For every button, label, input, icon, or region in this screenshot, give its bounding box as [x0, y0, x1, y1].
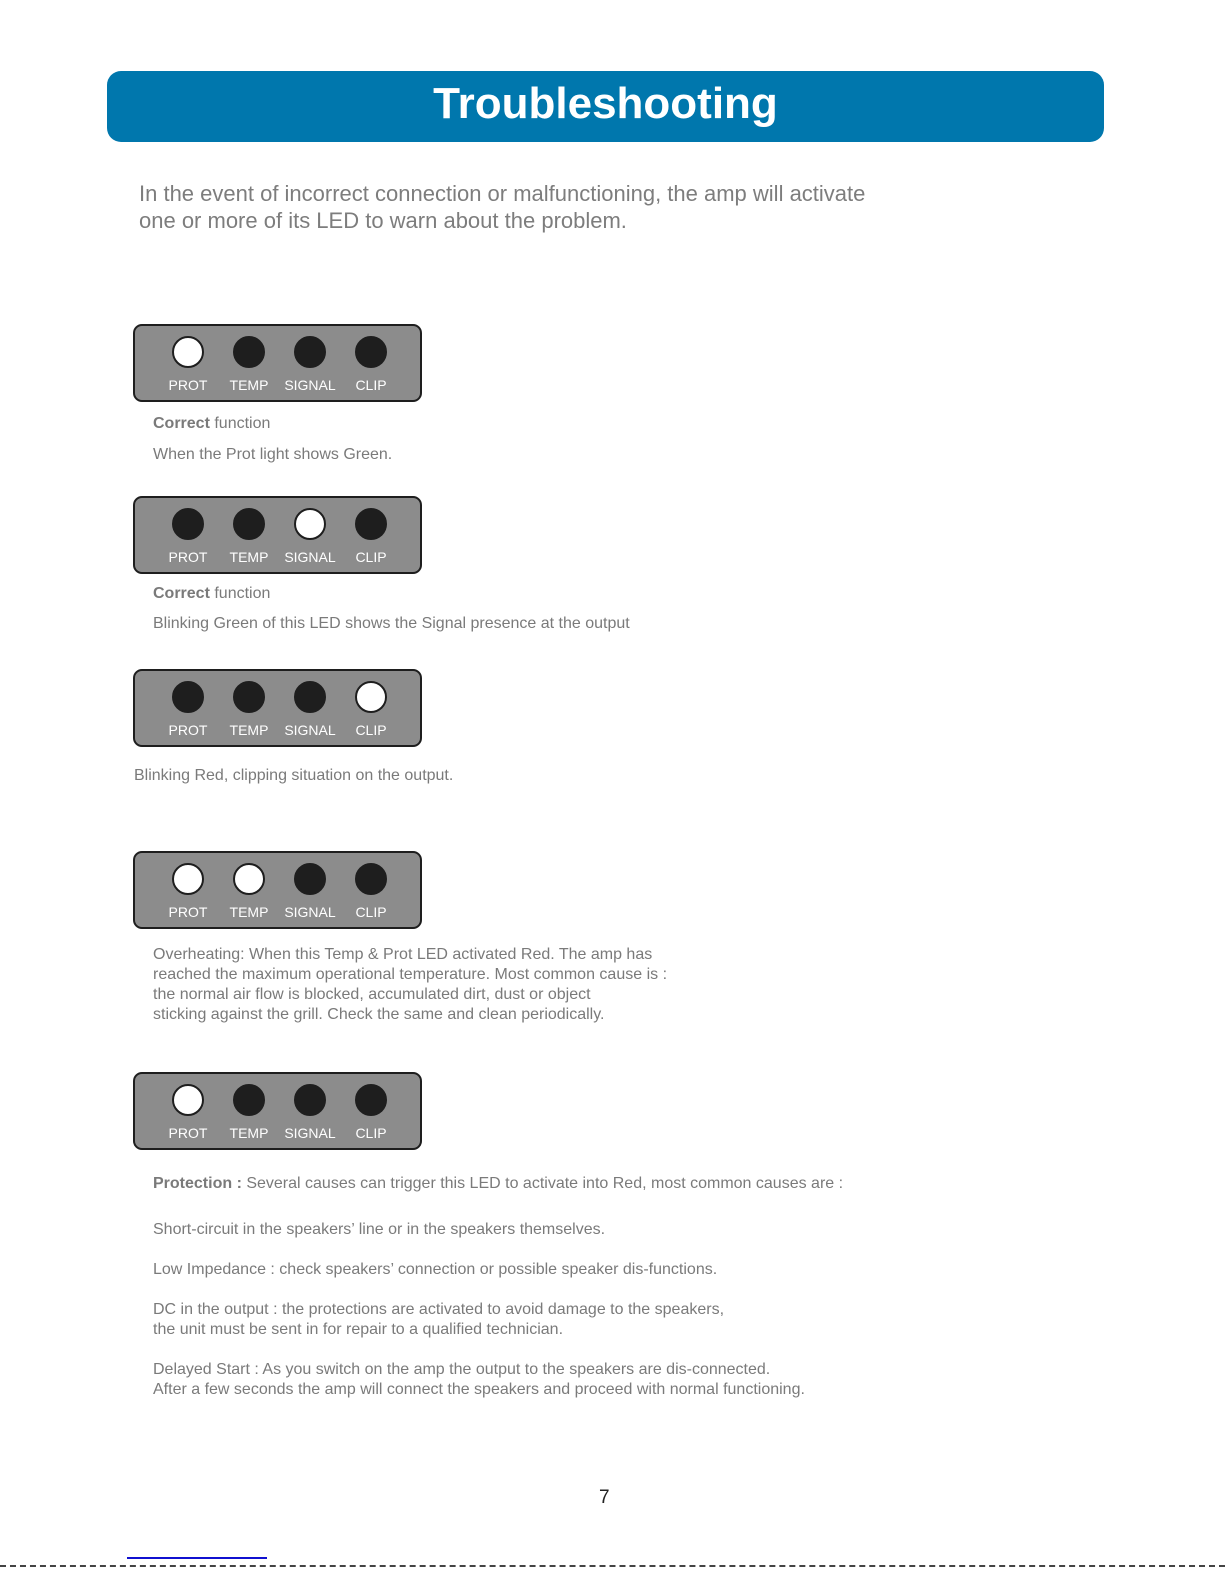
led-label: SIGNAL — [284, 904, 336, 920]
led-signal-icon — [294, 1084, 326, 1116]
cause-item — [153, 1360, 805, 1400]
desc-4-text — [153, 945, 667, 1025]
desc-1-text: When the Prot light shows Green. — [153, 446, 393, 463]
led-label: SIGNAL — [284, 722, 336, 738]
led-prot-icon — [172, 1084, 204, 1116]
led-signal-icon — [294, 681, 326, 713]
link-underline — [127, 1557, 267, 1559]
led-label: CLIP — [355, 722, 387, 738]
led-label: TEMP — [229, 549, 269, 565]
text-line: Overheating: When this Temp & Prot LED activated Red. The amp has — [153, 946, 653, 963]
led-panel — [133, 324, 422, 402]
led-label: SIGNAL — [284, 1125, 336, 1141]
led-temp-icon — [233, 336, 265, 368]
text-line: Delayed Start : As you switch on the amp the output to the speakers are dis-connected. — [153, 1361, 771, 1378]
led-clip-icon — [355, 1084, 387, 1116]
led-label: TEMP — [229, 377, 269, 393]
led-label: PROT — [168, 722, 208, 738]
led-label: TEMP — [229, 904, 269, 920]
text-line: After a few seconds the amp will connect the speakers and proceed with normal functioning. — [153, 1381, 805, 1398]
desc-bold: Correct — [153, 415, 210, 432]
led-panel — [133, 669, 422, 747]
text-line: reached the maximum operational temperature. Most common cause is : — [153, 966, 668, 983]
led-temp-icon — [233, 1084, 265, 1116]
led-signal-icon — [294, 863, 326, 895]
desc-bold: Protection : — [153, 1175, 242, 1192]
led-label: SIGNAL — [284, 377, 336, 393]
cause-item — [153, 1300, 724, 1340]
led-signal-icon — [294, 508, 326, 540]
intro-line: one or more of its LED to warn about the problem. — [139, 208, 627, 233]
led-prot-icon — [172, 508, 204, 540]
led-label: TEMP — [229, 722, 269, 738]
desc-rest: function — [209, 415, 271, 432]
cause-item: Short-circuit in the speakers’ line or in the speakers themselves. — [153, 1221, 606, 1238]
desc-2-text: Blinking Green of this LED shows the Signal presence at the output — [153, 615, 630, 632]
led-temp-icon — [233, 863, 265, 895]
led-label: PROT — [168, 377, 208, 393]
led-clip-icon — [355, 508, 387, 540]
led-label: CLIP — [355, 549, 387, 565]
desc-5-title — [153, 1174, 843, 1194]
led-label: CLIP — [355, 904, 387, 920]
desc-bold: Correct — [153, 585, 210, 602]
led-label: PROT — [168, 1125, 208, 1141]
text-line: DC in the output : the protections are activated to avoid damage to the speakers, — [153, 1301, 725, 1318]
desc-rest: function — [209, 585, 271, 602]
led-prot-icon — [172, 863, 204, 895]
led-label: SIGNAL — [284, 549, 336, 565]
led-signal-icon — [294, 336, 326, 368]
led-label: CLIP — [355, 377, 387, 393]
title-banner — [107, 71, 1104, 142]
led-temp-icon — [233, 508, 265, 540]
desc-3-text: Blinking Red, clipping situation on the output. — [134, 767, 454, 784]
led-panel — [133, 1072, 422, 1150]
led-panel — [133, 496, 422, 574]
page-number: 7 — [599, 1487, 610, 1508]
text-line: sticking against the grill. Check the same and clean periodically. — [153, 1006, 605, 1023]
led-label: PROT — [168, 904, 208, 920]
intro-text — [139, 180, 865, 234]
desc-rest: Several causes can trigger this LED to activate into Red, most common causes are : — [241, 1175, 844, 1192]
desc-1-title — [153, 414, 270, 434]
led-clip-icon — [355, 681, 387, 713]
led-prot-icon — [172, 336, 204, 368]
page-title: Troubleshooting — [433, 79, 778, 128]
intro-line: In the event of incorrect connection or malfunctioning, the amp will activate — [139, 181, 866, 206]
led-prot-icon — [172, 681, 204, 713]
led-label: PROT — [168, 549, 208, 565]
led-label: TEMP — [229, 1125, 269, 1141]
desc-2-title — [153, 584, 270, 604]
text-line: the normal air flow is blocked, accumulated dirt, dust or object — [153, 986, 591, 1003]
text-line: the unit must be sent in for repair to a qualified technician. — [153, 1321, 564, 1338]
led-clip-icon — [355, 863, 387, 895]
led-clip-icon — [355, 336, 387, 368]
led-temp-icon — [233, 681, 265, 713]
led-panel — [133, 851, 422, 929]
page-edge-divider — [0, 1565, 1225, 1567]
cause-item: Low Impedance : check speakers’ connection or possible speaker dis-functions. — [153, 1261, 718, 1278]
led-label: CLIP — [355, 1125, 387, 1141]
